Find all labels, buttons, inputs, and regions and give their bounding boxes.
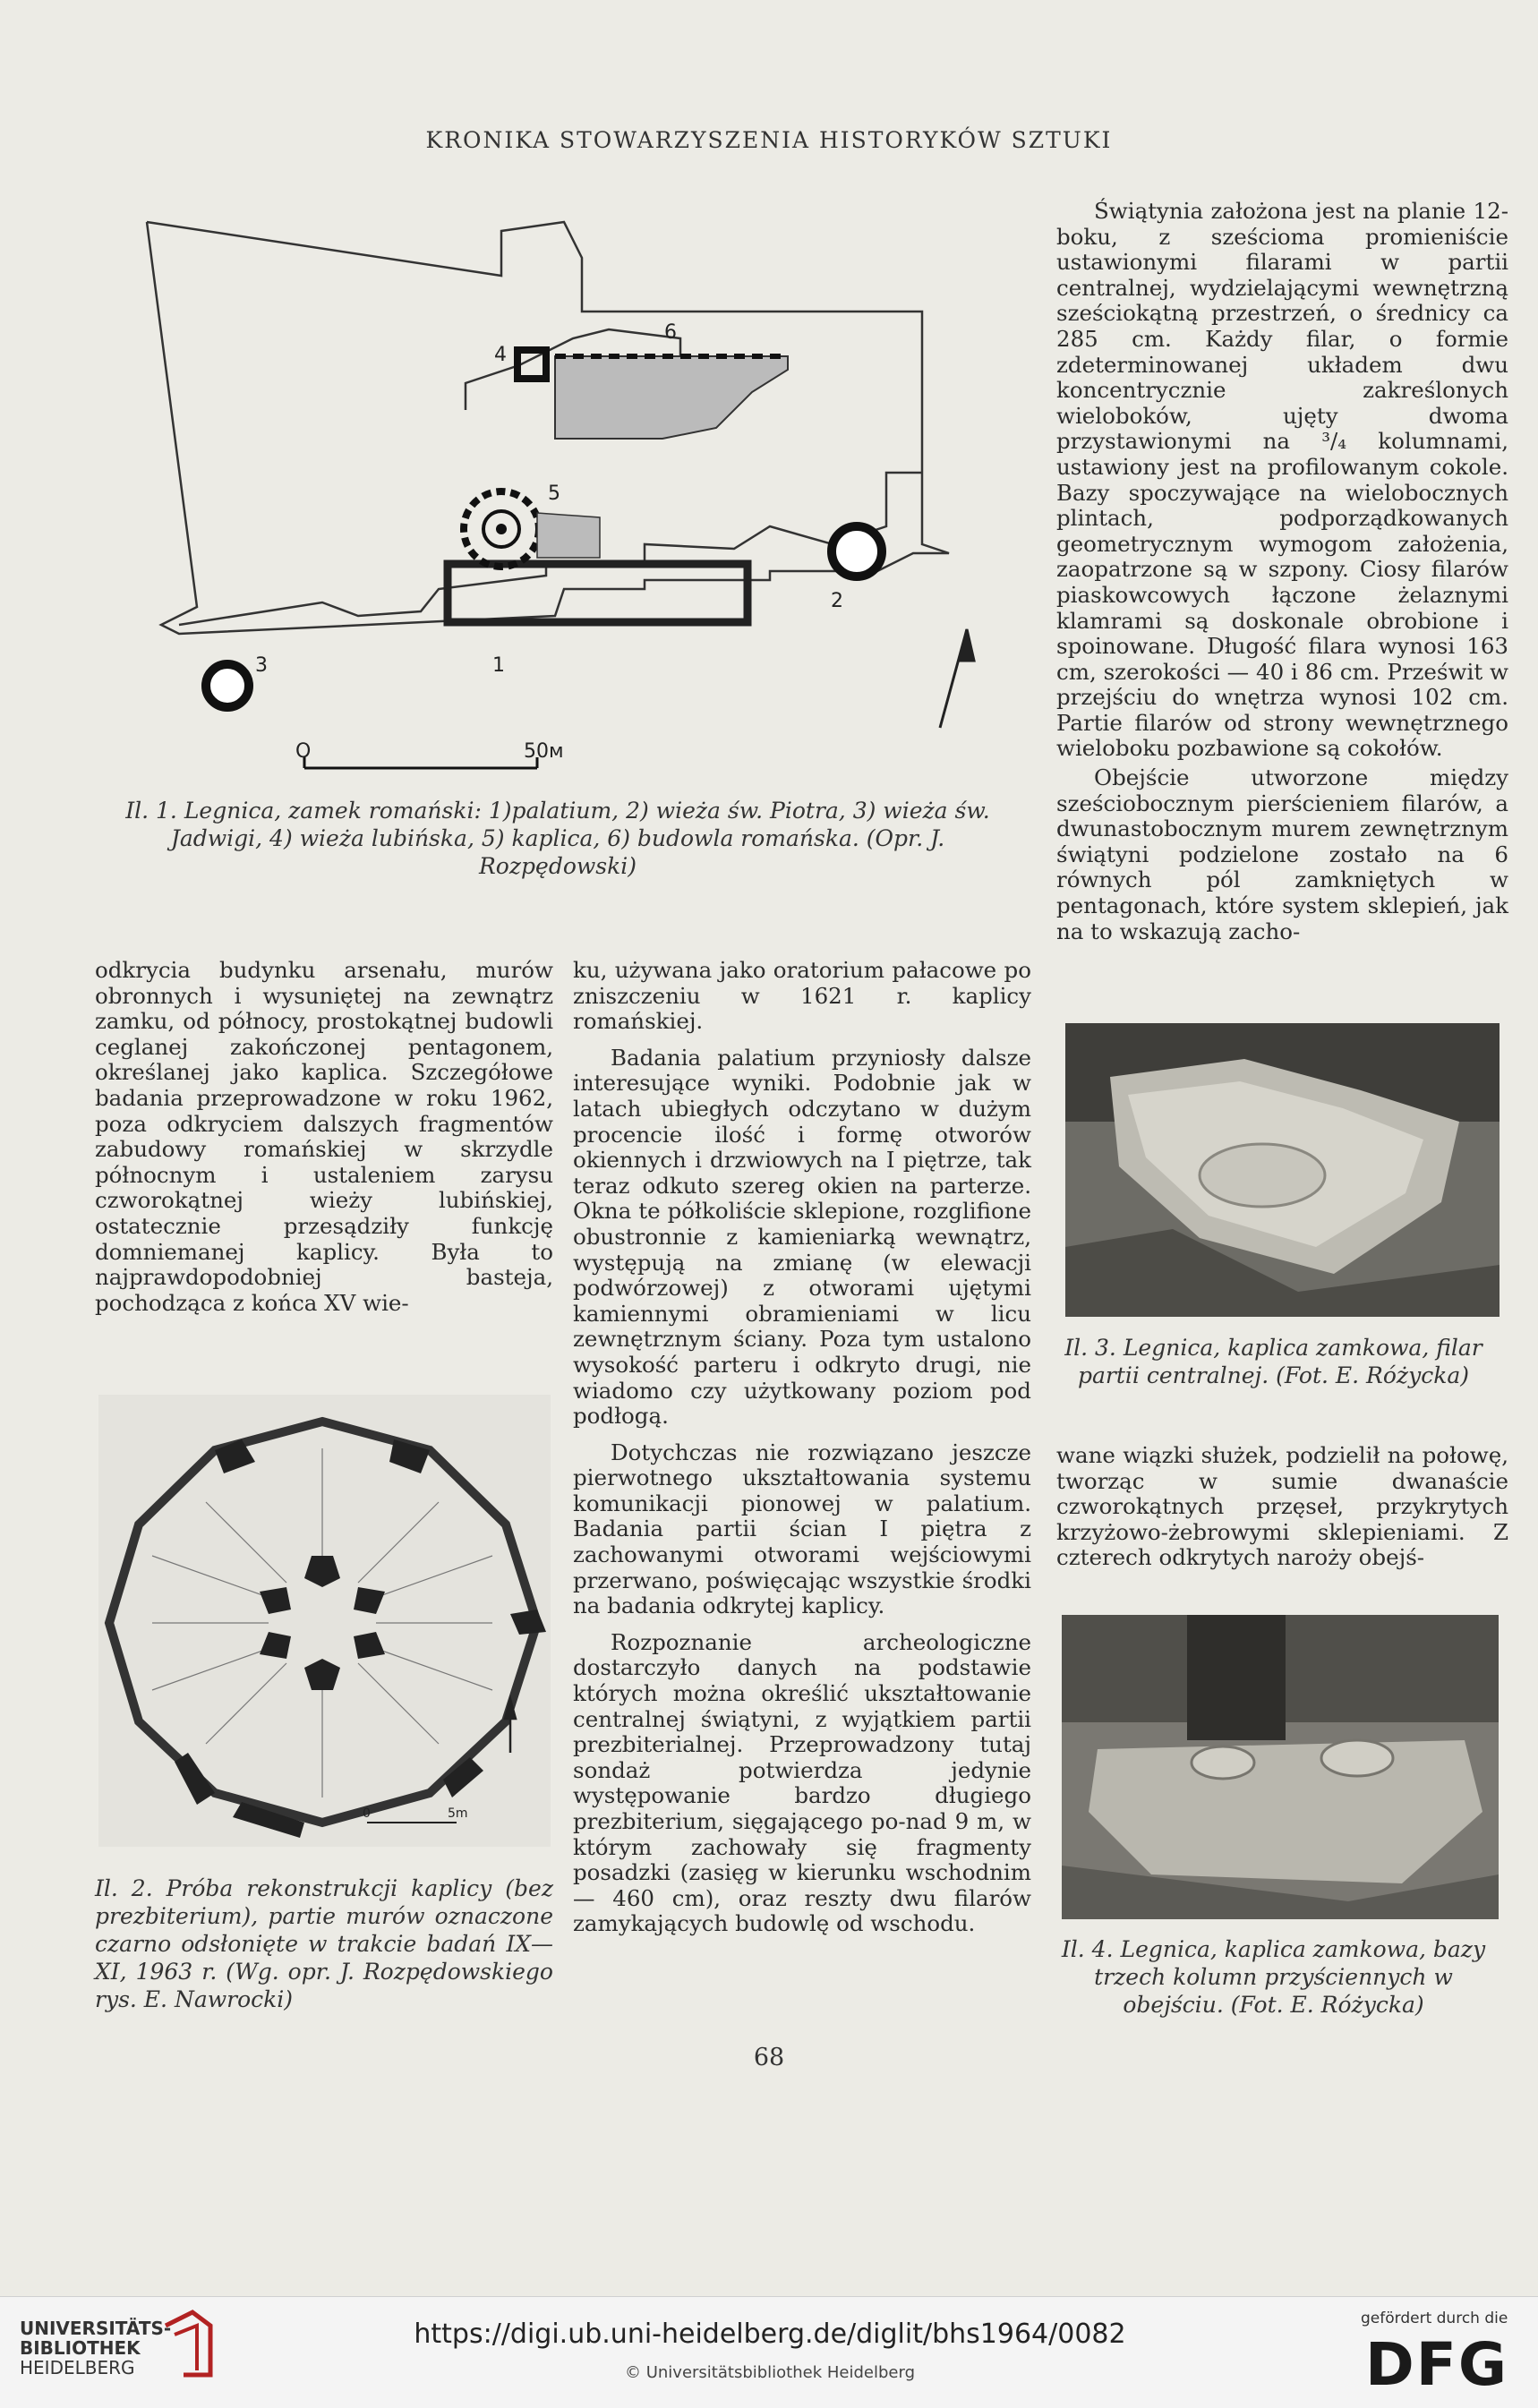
logo-line-2: BIBLIOTHEK [20,2337,141,2359]
logo-line-3: HEIDELBERG [20,2357,135,2378]
plan-label-6: 6 [664,321,677,344]
chapel-presbytery-hatched [537,513,600,558]
permalink-url[interactable]: https://digi.ub.uni-heidelberg.de/diglit/bhs1964/0082 [414,2318,1126,2350]
photo-pillar-base [1065,1023,1500,1317]
column-left [95,958,553,1327]
running-header: KRONIKA STOWARZYSZENIA HISTORYKÓW SZTUKI [425,127,1113,153]
funded-by-label: gefördert durch die [1361,2310,1508,2327]
scale-end-label: 50м [524,740,564,763]
middle-paragraph-4: Rozpoznanie archeologiczne dostarczyło danych na podstawie których można określić ukształtowanie centralnej świątyni, z wyjątkiem partii prezbiterialnej. Przeprowadzony tutaj sondaż potwierdza jedynie występowanie bardzo długiego prezbiterium, sięgającego po-nad 9 m, w którym zachowały się fragmenty posadzki (zasięg w kierunku wschodnim — 460 cm), oraz reszty dwu filarów zamykających budowlę od wschodu. [573,1628,1031,1937]
castle-plan-figure [143,204,1030,786]
viewer-footer [0,2296,1538,2408]
column-right-lower [1056,1443,1508,1582]
middle-paragraph-1: ku, używana jako oratorium pałacowe po zniszczeniu w 1621 r. kaplicy romańskiej. [573,957,1031,1035]
logo-line-1: UNIVERSITÄTS- [20,2318,172,2339]
left-paragraph-1: odkrycia budynku arsenału, murów obronnych i wysuniętej na zewnątrz zamku, od północy, prostokątnej budowli ceglanej zakończonej pentagonem, określanej jako kaplica. Szczegółowe badania przeprowadzone w roku 1962, poza odkryciem dalszych fragmentów zabudowy romańskiej w skrzydle północnym i ustaleniem zarysu czworokątnej wieży lubińskiej, ostatecznie przesądziły funkcję domniemanej kaplicy. Była to najprawdopodobniej basteja, pochodząca z końca XV wie- [95,957,553,1316]
dfg-logo[interactable]: DFG [1365,2330,1509,2399]
fig2-scale-start: 0 [363,1806,371,1821]
tower-st-peter [832,526,882,576]
scale-start-label: O [295,740,312,763]
right-paragraph-2: Obejście utworzone między sześciobocznym pierścieniem filarów, a dwunastobocznym murem zewnętrznym świątyni podzielone zostało na 6 równych pól zamkniętych w pentagonach, które system sklepień, jak na to wskazują zacho- [1056,764,1508,944]
figure2-caption: Il. 2. Próba rekonstrukcji kaplicy (bez prezbiterium), partie murów oznaczone czarno odsłonięte w trakcie badań IX—XI, 1963 r. (Wg. opr. J. Rozpędowskiego rys. E. Nawrocki) [95,1875,553,2012]
scale-bar [304,757,537,768]
fig2-scale-end: 5m [448,1806,468,1821]
outer-wall-outline [147,222,949,634]
plan-label-2: 2 [831,590,843,612]
photo-column-bases [1062,1615,1499,1919]
plan-label-1: 1 [492,654,505,677]
chapel-reconstruction-figure [98,1395,551,1847]
ub-heidelberg-logo[interactable] [20,2318,171,2378]
tower-st-hedwig [206,664,249,707]
page-number: 68 [753,2044,785,2071]
plan-label-4: 4 [494,344,507,366]
column-middle [573,958,1031,1948]
chapel-plan [464,491,539,567]
plan-label-5: 5 [548,482,560,505]
figure4-caption: Il. 4. Legnica, kaplica zamkowa, bazy trzech kolumn przyściennych w obejściu. (Fot. E. Różycka) [1061,1936,1486,2018]
middle-paragraph-3: Dotychczas nie rozwiązano jeszcze pierwotnego ukształtowania systemu komunikacji pionowej w palatium. Badania partii ścian I piętra z zachowanymi otworami wejściowymi przerwano, poświęcając wszystkie środki na badania odkrytej kaplicy. [573,1439,1031,1619]
romanesque-building-hatched [555,356,788,439]
north-arrow [940,629,974,728]
figure3-caption: Il. 3. Legnica, kaplica zamkowa, filar partii centralnej. (Fot. E. Różycka) [1064,1335,1482,1388]
plan-label-3: 3 [255,654,268,677]
right-paragraph-1: Świątynia założona jest na planie 12-boku, z sześcioma promieniście ustawionymi filarami w partii centralnej, wydzielającymi wewnętrzną sześciokątną przestrzeń, o średnicy ca 285 cm. Każdy filar, o formie zdeterminowanej układem dwu koncentrycznie zakreślonych wieloboków, ujęty dwoma przystawionymi na ³/₄ kolumnami, ustawiony jest na profilowanym cokole. Bazy spoczywające na wielobocznych plintach, podporządkowanych geometrycznym wymogom założenia, zaopatrzone są w szpony. Ciosy filarów piaskowcowych łączone żelaznymi klamrami są doskonale obrobione i spoinowane. Długość filara wynosi 163 cm, szerokości — 40 i 86 cm. Prześwit w przejściu do wnętrza wynosi 102 cm. Partie filarów od strony wewnętrznego wieloboku pozbawione są cokołów. [1056,198,1508,762]
middle-paragraph-2: Badania palatium przyniosły dalsze interesujące wyniki. Podobnie jak w latach ubiegłych odczytano w dużym procencie ilość i formę otworów okiennych i drzwiowych na I piętrze, tak teraz odkuto szereg okien na parterze. Okna te półkoliście sklepione, rozglifione obustronnie z kamieniarką wewnątrz, występują na zmianę (w elewacji podwórzowej) z otworami ujętymi kamiennymi obramieniami w licu zewnętrznym ściany. Poza tym ustalono wysokość parteru i odkryto drugi, nie wiadomo czy użytkowany poziom pod podłogą. [573,1044,1031,1430]
column-right [1056,199,1508,955]
palatium-building [448,564,748,622]
copyright-notice: © Universitätsbibliothek Heidelberg [624,2363,915,2382]
right-paragraph-3: wane wiązki służek, podzielił na połowę, tworząc w sumie dwanaście czworokątnych przęseł, przykrytych krzyżowo-żebrowymi sklepieniami. Z czterech odkrytych naroży obejś- [1056,1442,1508,1571]
figure1-caption: Il. 1. Legnica, zamek romański: 1)palatium, 2) wieża św. Piotra, 3) wieża św. Jadwigi, 4) wieża lubińska, 5) kaplica, 6) budowla romańska. (Opr. J. Rozpędowski) [125,798,990,879]
ub-logo-mark-icon [157,2308,219,2379]
